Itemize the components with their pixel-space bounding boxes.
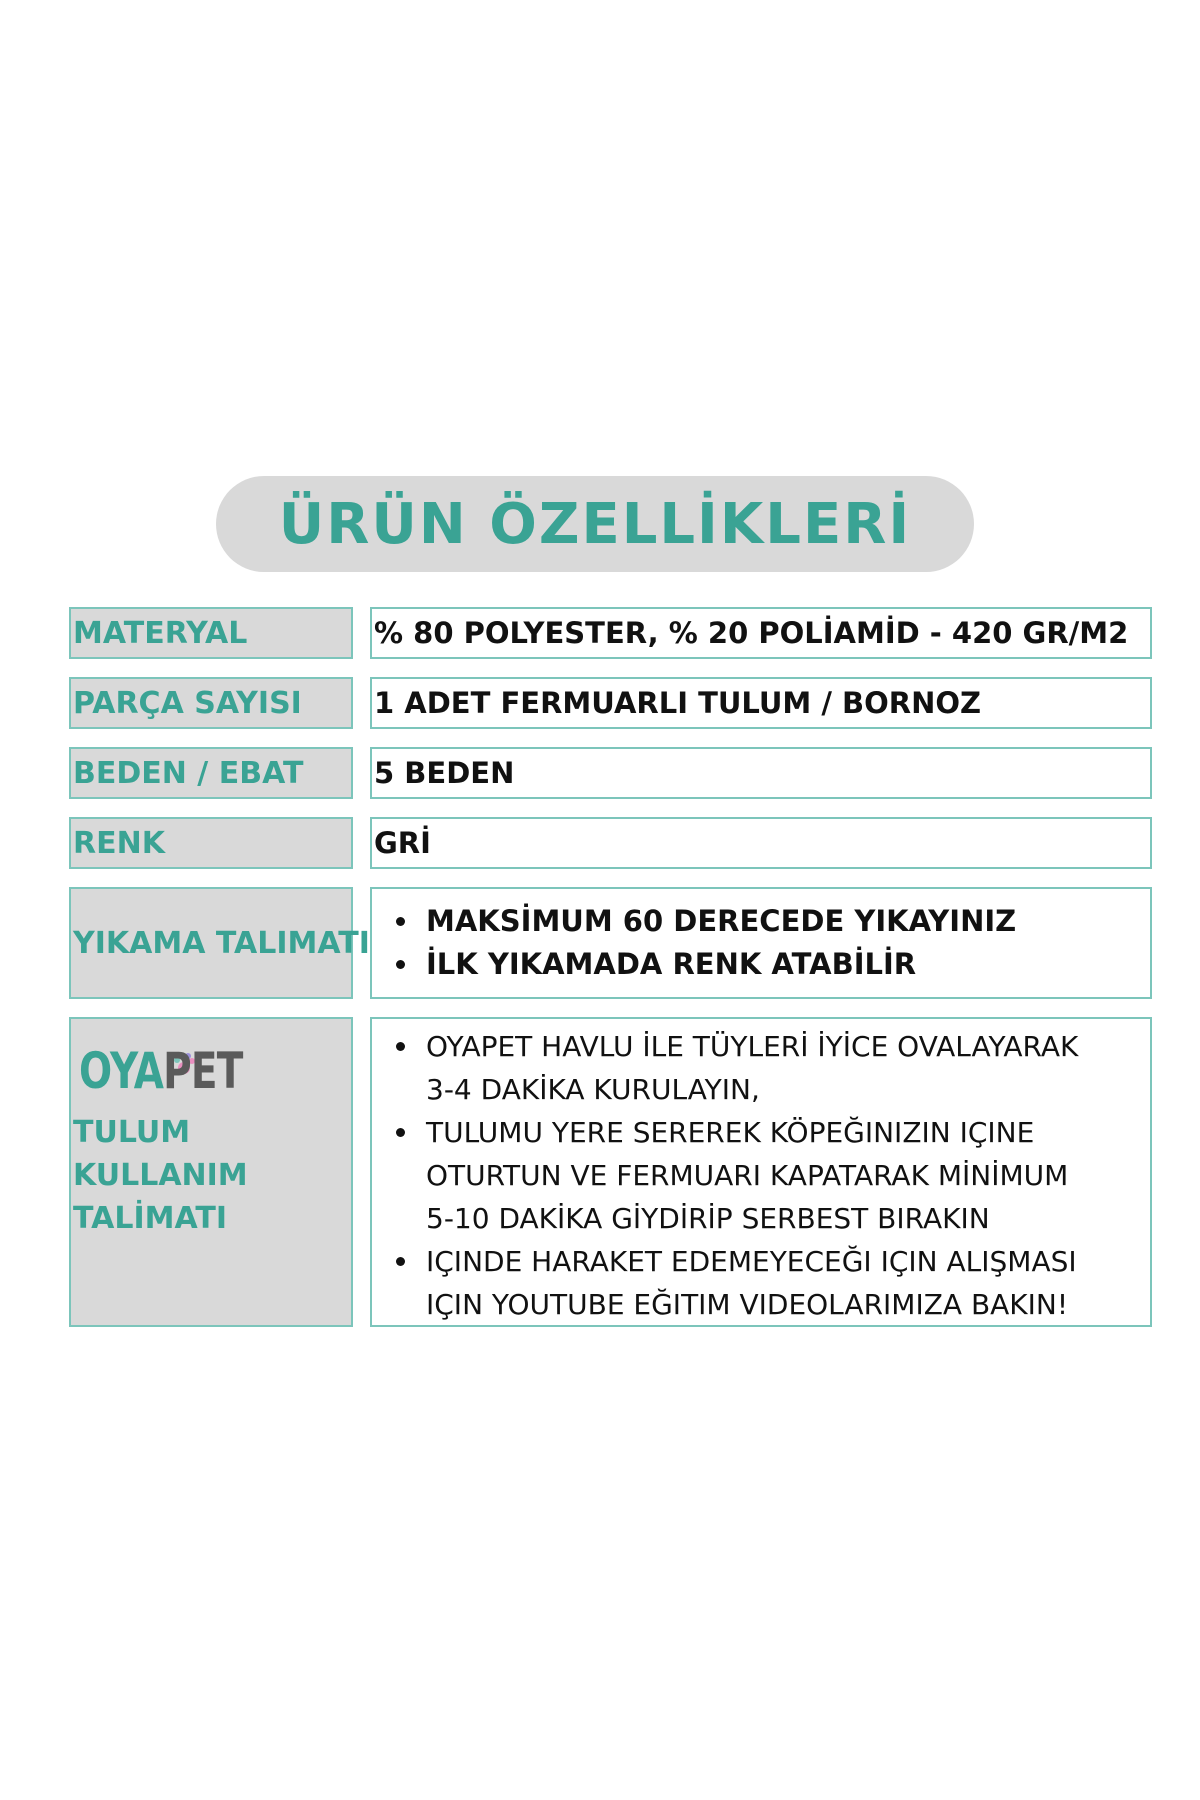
logo-oya: OYA <box>79 1042 164 1100</box>
oyapet-logo <box>79 1041 243 1101</box>
usage-label-line: KULLANIM <box>73 1158 248 1193</box>
color-label-cell <box>69 817 353 869</box>
washing-label: YIKAMA TALIMATI <box>73 925 370 961</box>
list-item: MAKSİMUM 60 DERECEDE YIKAYINIZ <box>426 900 1016 943</box>
usage-label <box>73 1111 248 1240</box>
color-value: GRİ <box>374 826 431 860</box>
material-label: MATERYAL <box>73 615 248 651</box>
material-value-cell <box>370 607 1152 659</box>
material-label-cell <box>69 607 353 659</box>
list-item-line: 5-10 DAKİKA GİYDİRİP SERBEST BIRAKIN <box>426 1202 990 1235</box>
size-value: 5 BEDEN <box>374 756 515 790</box>
list-item-line: OYAPET HAVLU İLE TÜYLERİ İYİCE OVALAYARAK <box>426 1030 1079 1063</box>
logo-pet: PET <box>163 1042 243 1100</box>
usage-list <box>374 1025 1078 1326</box>
pieces-label-cell <box>69 677 353 729</box>
list-item-line: TULUMU YERE SEREREK KÖPEĞINIZIN IÇINE <box>426 1116 1035 1149</box>
material-value: % 80 POLYESTER, % 20 POLİAMİD - 420 GR/M2 <box>374 616 1129 650</box>
list-item: İLK YIKAMADA RENK ATABİLİR <box>426 943 1016 986</box>
list-item <box>426 1111 1078 1240</box>
list-item-line: IÇIN YOUTUBE EĞITIM VIDEOLARIMIZA BAKIN! <box>426 1288 1069 1321</box>
list-item <box>426 1240 1078 1326</box>
list-item <box>426 1025 1078 1111</box>
pieces-value: 1 ADET FERMUARLI TULUM / BORNOZ <box>374 686 982 720</box>
color-label: RENK <box>73 825 165 861</box>
size-label: BEDEN / EBAT <box>73 755 304 791</box>
washing-label-cell <box>69 887 370 999</box>
usage-value-cell <box>370 1017 1152 1327</box>
size-label-cell <box>69 747 353 799</box>
washing-list <box>374 900 1016 986</box>
usage-label-line: TULUM <box>73 1115 191 1150</box>
logo-text <box>79 1042 243 1100</box>
pieces-value-cell <box>370 677 1152 729</box>
washing-value-cell <box>370 887 1152 999</box>
list-item-line: IÇINDE HARAKET EDEMEYECEĞI IÇIN ALIŞMASI <box>426 1245 1077 1278</box>
usage-label-cell <box>69 1017 353 1327</box>
size-value-cell <box>370 747 1152 799</box>
usage-label-line: TALİMATI <box>73 1201 227 1236</box>
list-item-line: OTURTUN VE FERMUARI KAPATARAK MİNİMUM <box>426 1159 1069 1192</box>
pieces-label: PARÇA SAYISI <box>73 685 302 721</box>
color-value-cell <box>370 817 1152 869</box>
page-title: ÜRÜN ÖZELLİKLERİ <box>278 491 912 557</box>
list-item-line: 3-4 DAKİKA KURULAYIN, <box>426 1073 760 1106</box>
title-banner <box>216 476 974 572</box>
